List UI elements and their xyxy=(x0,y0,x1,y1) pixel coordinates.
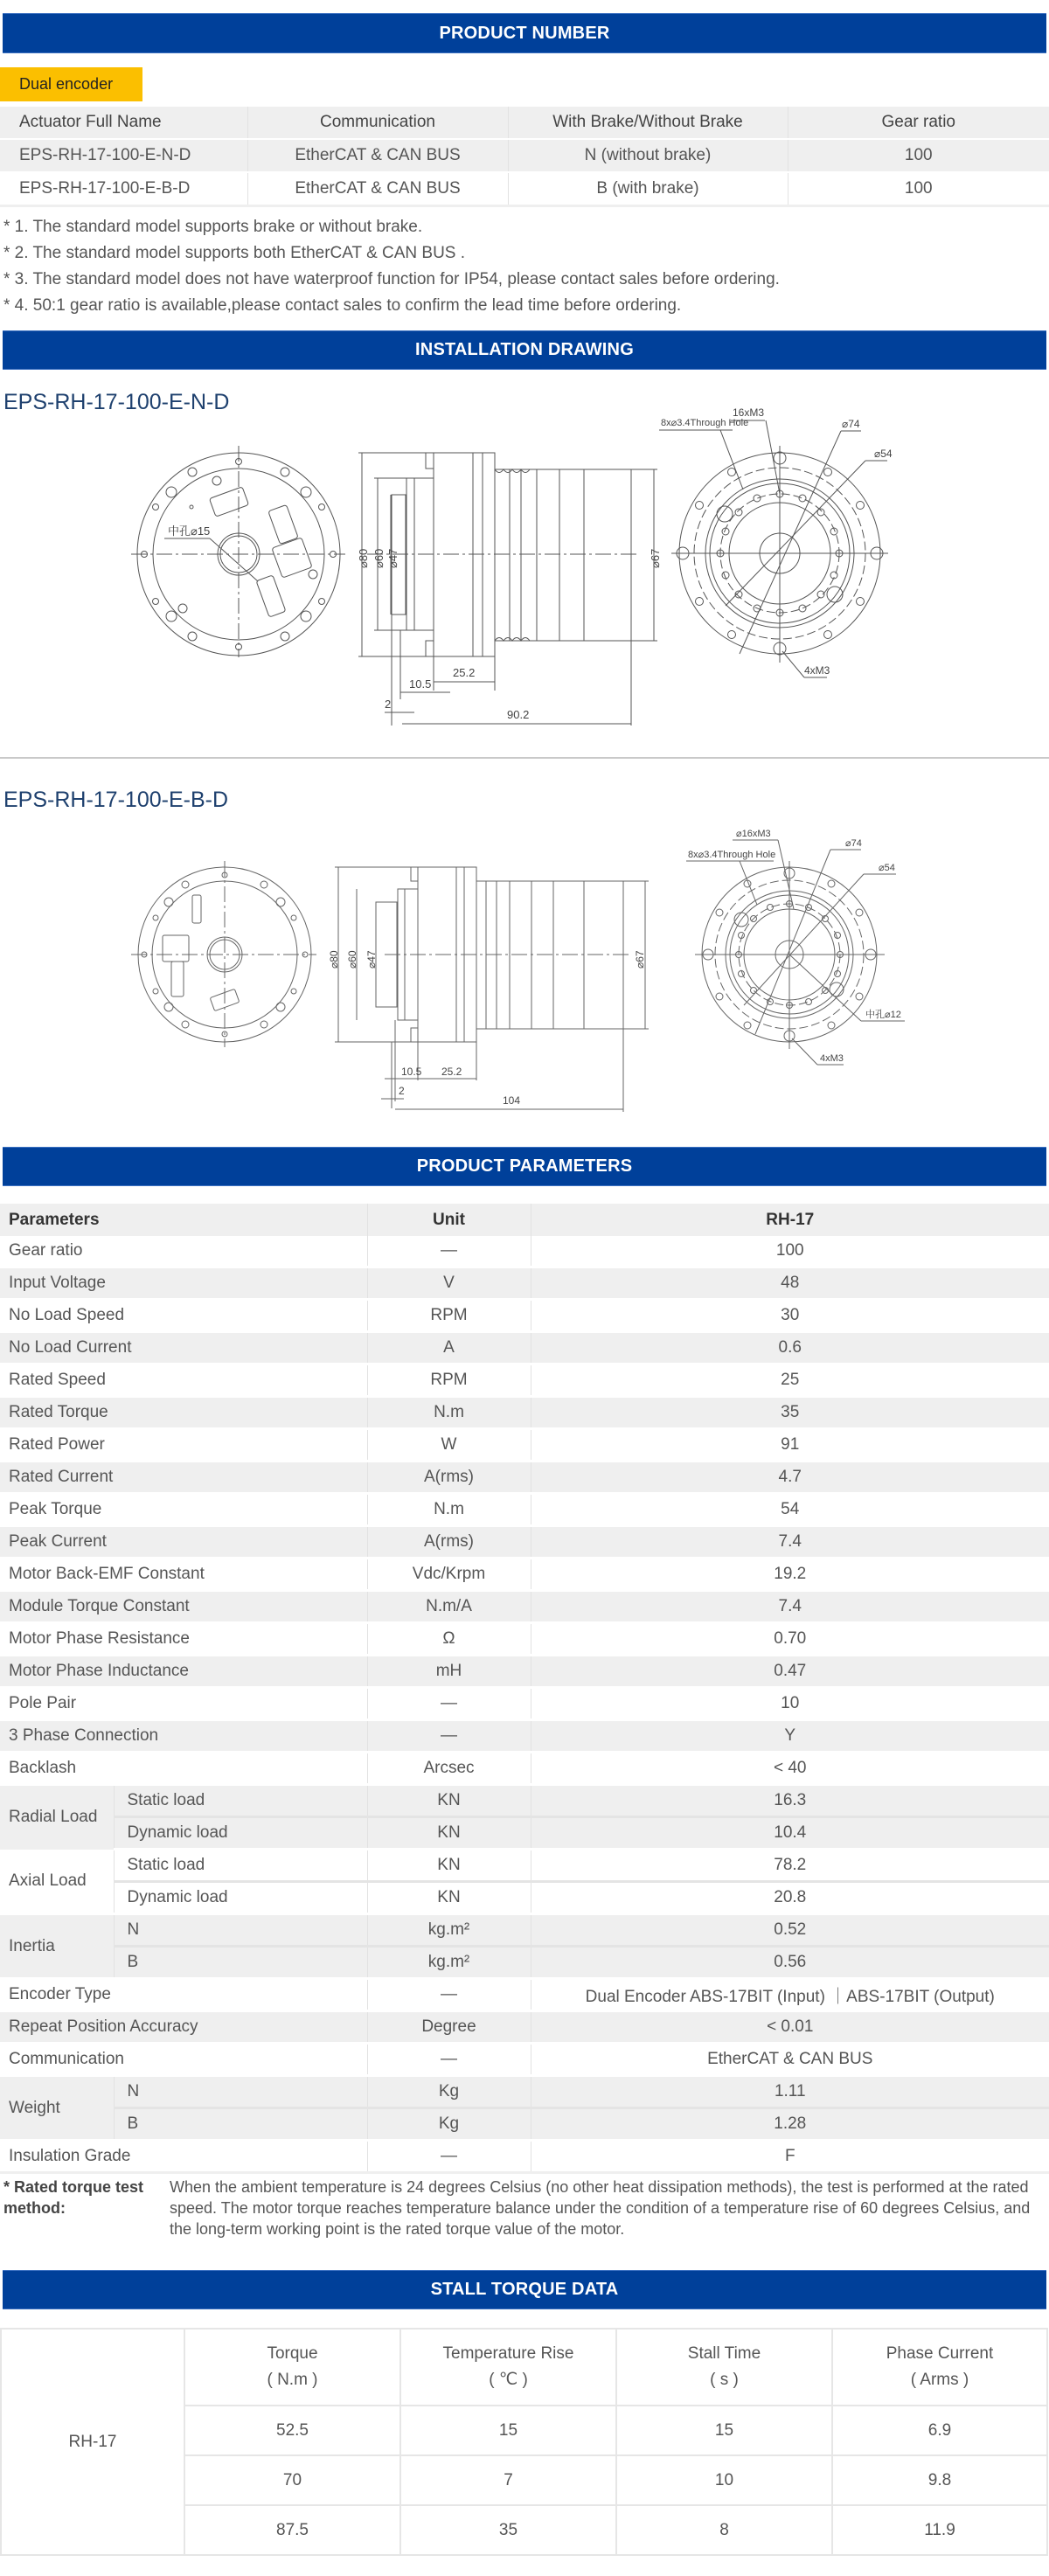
col-unit: ( s ) xyxy=(710,2371,739,2389)
note-3: * 3. The standard model does not have waterproof function for IP54, please contact sales before ordering. xyxy=(3,270,780,288)
label-4xm3: 4xM3 xyxy=(820,1053,844,1064)
col-communication: Communication xyxy=(247,107,508,139)
product-notes xyxy=(3,214,780,319)
param-unit: N.m xyxy=(367,1397,531,1429)
table-row-inertia-b xyxy=(0,1947,1049,1979)
table-row xyxy=(0,1526,1049,1559)
param-value: Dual Encoder ABS-17BIT (Input) ｜ABS-17BIT (Output) xyxy=(531,1979,1049,2011)
cell-brake: B (with brake) xyxy=(508,172,788,206)
param-name: Rated Current xyxy=(0,1462,367,1494)
param-value: 1.11 xyxy=(531,2076,1049,2108)
param-name: Motor Back-EMF Constant xyxy=(0,1559,367,1591)
cell-phase-current: 9.8 xyxy=(832,2455,1047,2505)
label-16xm3: ⌀16xM3 xyxy=(736,829,771,839)
footnote-label: * Rated torque test method: xyxy=(3,2178,144,2217)
table-row xyxy=(0,1429,1049,1462)
param-sub-name: N xyxy=(114,1914,367,1947)
drawing-title-b: EPS-RH-17-100-E-B-D xyxy=(3,788,229,812)
param-value: 4.7 xyxy=(531,1462,1049,1494)
param-name: Rated Speed xyxy=(0,1364,367,1397)
side-view xyxy=(328,867,649,1112)
param-unit: — xyxy=(367,1236,531,1267)
param-unit: RPM xyxy=(367,1364,531,1397)
table-row xyxy=(0,1720,1049,1753)
table-row xyxy=(0,1300,1049,1332)
cell-phase-current: 11.9 xyxy=(832,2505,1047,2555)
cell-actuator-name: EPS-RH-17-100-E-N-D xyxy=(0,139,247,172)
drawing-separator xyxy=(0,757,1049,759)
param-unit: KN xyxy=(367,1882,531,1914)
param-unit: W xyxy=(367,1429,531,1462)
param-sub-name: Static load xyxy=(114,1785,367,1817)
dim-d80: ⌀80 xyxy=(328,950,340,969)
stall-torque-header: STALL TORQUE DATA xyxy=(3,2270,1046,2309)
param-value: 54 xyxy=(531,1494,1049,1526)
col-unit: Unit xyxy=(367,1204,531,1236)
rear-view xyxy=(686,829,905,1065)
param-value: 16.3 xyxy=(531,1785,1049,1817)
param-value: 0.6 xyxy=(531,1332,1049,1364)
param-unit: kg.m² xyxy=(367,1914,531,1947)
table-row xyxy=(0,1236,1049,1267)
param-unit: KN xyxy=(367,1785,531,1817)
label-d54: ⌀54 xyxy=(874,448,893,460)
table-row xyxy=(0,139,1049,172)
col-gear-ratio: Gear ratio xyxy=(788,107,1049,139)
param-name: Module Torque Constant xyxy=(0,1591,367,1623)
dim-25-2: 25.2 xyxy=(441,1066,462,1078)
param-group-inertia: Inertia xyxy=(0,1914,114,1979)
param-value: 30 xyxy=(531,1300,1049,1332)
table-row-radial-dynamic xyxy=(0,1817,1049,1850)
product-number-header: PRODUCT NUMBER xyxy=(3,13,1046,53)
param-unit: A(rms) xyxy=(367,1462,531,1494)
table-header-row xyxy=(0,1204,1049,1236)
param-value: F xyxy=(531,2141,1049,2173)
param-name: Communication xyxy=(0,2044,367,2076)
col-temperature-rise xyxy=(400,2329,616,2406)
param-name: Motor Phase Resistance xyxy=(0,1623,367,1656)
param-unit: Vdc/Krpm xyxy=(367,1559,531,1591)
param-unit: A xyxy=(367,1332,531,1364)
center-hole-label: 中孔⌀15 xyxy=(168,524,211,538)
param-name: Peak Torque xyxy=(0,1494,367,1526)
table-row-repeat-accuracy xyxy=(0,2011,1049,2044)
table-row-radial-static xyxy=(0,1785,1049,1817)
table-row-axial-static xyxy=(0,1850,1049,1882)
cell-brake: N (without brake) xyxy=(508,139,788,172)
param-name: No Load Speed xyxy=(0,1300,367,1332)
product-parameters-header: PRODUCT PARAMETERS xyxy=(3,1147,1046,1186)
table-header-row xyxy=(0,107,1049,139)
table-row xyxy=(0,1656,1049,1688)
dim-d47: ⌀47 xyxy=(365,950,378,969)
param-sub-name: Dynamic load xyxy=(114,1882,367,1914)
label-8-holes: 8x⌀3.4Through Hole xyxy=(661,418,749,428)
table-row xyxy=(0,1559,1049,1591)
param-name: 3 Phase Connection xyxy=(0,1720,367,1753)
table-row-communication xyxy=(0,2044,1049,2076)
param-value: 25 xyxy=(531,1364,1049,1397)
param-unit: — xyxy=(367,2044,531,2076)
param-group-weight: Weight xyxy=(0,2076,114,2141)
table-row xyxy=(0,1494,1049,1526)
dim-d47: ⌀47 xyxy=(386,548,399,568)
table-row xyxy=(0,1623,1049,1656)
param-unit: kg.m² xyxy=(367,1947,531,1979)
installation-drawing-n xyxy=(0,402,1049,734)
col-brake: With Brake/Without Brake xyxy=(508,107,788,139)
param-sub-name: Static load xyxy=(114,1850,367,1882)
dim-2: 2 xyxy=(399,1085,405,1097)
cell-actuator-name: EPS-RH-17-100-E-B-D xyxy=(0,172,247,206)
col-rh17: RH-17 xyxy=(531,1204,1049,1236)
col-phase-current xyxy=(832,2329,1047,2406)
param-unit: RPM xyxy=(367,1300,531,1332)
param-value: Y xyxy=(531,1720,1049,1753)
table-header-row xyxy=(1,2329,1047,2406)
dim-total-length: 90.2 xyxy=(507,708,530,721)
cell-torque: 70 xyxy=(184,2455,400,2505)
dim-d60: ⌀60 xyxy=(372,548,386,568)
cell-temperature-rise: 35 xyxy=(400,2505,616,2555)
param-sub-name: B xyxy=(114,2108,367,2141)
col-actuator-name: Actuator Full Name xyxy=(0,107,247,139)
table-row-inertia-n xyxy=(0,1914,1049,1947)
param-unit: — xyxy=(367,2141,531,2173)
param-unit: N.m xyxy=(367,1494,531,1526)
label-d74: ⌀74 xyxy=(845,838,862,849)
note-4: * 4. 50:1 gear ratio is available,please contact sales to confirm the lead time before ordering. xyxy=(3,296,682,315)
param-unit: N.m/A xyxy=(367,1591,531,1623)
cell-stall-time: 15 xyxy=(616,2406,832,2455)
cell-temperature-rise: 7 xyxy=(400,2455,616,2505)
table-row-axial-dynamic xyxy=(0,1882,1049,1914)
param-value: 0.56 xyxy=(531,1947,1049,1979)
table-row xyxy=(0,172,1049,206)
label-4xm3: 4xM3 xyxy=(804,664,830,677)
dim-d60: ⌀60 xyxy=(346,950,358,969)
param-value: 1.28 xyxy=(531,2108,1049,2141)
cell-torque: 52.5 xyxy=(184,2406,400,2455)
param-name: Backlash xyxy=(0,1753,367,1785)
stall-model: RH-17 xyxy=(1,2329,184,2555)
col-name: Stall Time xyxy=(687,2344,761,2363)
dim-10-5: 10.5 xyxy=(401,1066,422,1078)
param-name: Pole Pair xyxy=(0,1688,367,1720)
col-unit: ( N.m ) xyxy=(267,2371,318,2389)
param-name: Motor Phase Inductance xyxy=(0,1656,367,1688)
installation-drawing-b xyxy=(0,822,1049,1119)
param-name: Rated Power xyxy=(0,1429,367,1462)
col-stall-time xyxy=(616,2329,832,2406)
param-value: 20.8 xyxy=(531,1882,1049,1914)
param-name: No Load Current xyxy=(0,1332,367,1364)
table-row-insulation xyxy=(0,2141,1049,2173)
param-unit: Arcsec xyxy=(367,1753,531,1785)
col-name: Temperature Rise xyxy=(442,2344,574,2363)
table-row xyxy=(0,1753,1049,1785)
table-row-encoder xyxy=(0,1979,1049,2011)
param-sub-name: N xyxy=(114,2076,367,2108)
dim-d67: ⌀67 xyxy=(634,950,646,969)
label-d74: ⌀74 xyxy=(842,418,860,430)
table-row xyxy=(0,1462,1049,1494)
param-name: Encoder Type xyxy=(0,1979,367,2011)
label-d54: ⌀54 xyxy=(879,863,895,873)
col-unit: ( Arms ) xyxy=(910,2371,969,2389)
footnote-text: When the ambient temperature is 24 degrees Celsius (no other heat dissipation methods), the test is performed at the rated speed. The motor torque reaches temperature balance under the condition of a temperature rise of 60 degrees Celsius, and the long-term working point is the rated torque value of the motor. xyxy=(170,2178,1031,2238)
param-name: Rated Torque xyxy=(0,1397,367,1429)
dim-d80: ⌀80 xyxy=(357,548,370,568)
table-row xyxy=(0,1688,1049,1720)
note-2: * 2. The standard model supports both EtherCAT & CAN BUS . xyxy=(3,244,466,262)
param-name: Insulation Grade xyxy=(0,2141,367,2173)
col-name: Torque xyxy=(267,2344,318,2363)
param-value: 0.52 xyxy=(531,1914,1049,1947)
param-unit: V xyxy=(367,1267,531,1300)
dim-2: 2 xyxy=(385,698,392,711)
table-row xyxy=(0,1332,1049,1364)
cell-stall-time: 8 xyxy=(616,2505,832,2555)
installation-drawing-header: INSTALLATION DRAWING xyxy=(3,330,1046,370)
dual-encoder-badge: Dual encoder xyxy=(0,67,142,101)
col-name: Phase Current xyxy=(886,2344,994,2363)
param-value: 19.2 xyxy=(531,1559,1049,1591)
param-value: < 0.01 xyxy=(531,2011,1049,2044)
cell-phase-current: 6.9 xyxy=(832,2406,1047,2455)
table-row xyxy=(0,1364,1049,1397)
param-value: 0.70 xyxy=(531,1623,1049,1656)
parameters-table xyxy=(0,1204,1049,2174)
param-unit: — xyxy=(367,1979,531,2011)
label-8-holes: 8x⌀3.4Through Hole xyxy=(688,850,776,860)
dim-25-2: 25.2 xyxy=(453,666,476,679)
param-value: < 40 xyxy=(531,1753,1049,1785)
col-torque xyxy=(184,2329,400,2406)
param-sub-name: Dynamic load xyxy=(114,1817,367,1850)
param-unit: mH xyxy=(367,1656,531,1688)
table-row xyxy=(0,1591,1049,1623)
col-unit: ( ℃ ) xyxy=(489,2371,528,2389)
dim-total-length: 104 xyxy=(503,1094,521,1107)
table-row xyxy=(0,1267,1049,1300)
param-value: 0.47 xyxy=(531,1656,1049,1688)
cell-communication: EtherCAT & CAN BUS xyxy=(247,139,508,172)
param-value: 78.2 xyxy=(531,1850,1049,1882)
cell-torque: 87.5 xyxy=(184,2505,400,2555)
param-value: 10 xyxy=(531,1688,1049,1720)
table-row xyxy=(0,1397,1049,1429)
front-view xyxy=(131,861,316,1047)
cell-gear-ratio: 100 xyxy=(788,172,1049,206)
drawing-title-n: EPS-RH-17-100-E-N-D xyxy=(3,390,230,414)
param-name: Repeat Position Accuracy xyxy=(0,2011,367,2044)
product-number-table xyxy=(0,107,1049,207)
param-unit: Kg xyxy=(367,2108,531,2141)
param-unit: Degree xyxy=(367,2011,531,2044)
param-group-radial-load: Radial Load xyxy=(0,1785,114,1850)
cell-gear-ratio: 100 xyxy=(788,139,1049,172)
cell-communication: EtherCAT & CAN BUS xyxy=(247,172,508,206)
side-view xyxy=(357,453,662,726)
param-sub-name: B xyxy=(114,1947,367,1979)
param-unit: KN xyxy=(367,1850,531,1882)
param-unit: A(rms) xyxy=(367,1526,531,1559)
front-view xyxy=(131,446,345,657)
rear-view xyxy=(659,406,893,677)
param-value: 10.4 xyxy=(531,1817,1049,1850)
param-name: Peak Current xyxy=(0,1526,367,1559)
param-value: EtherCAT & CAN BUS xyxy=(531,2044,1049,2076)
cell-stall-time: 10 xyxy=(616,2455,832,2505)
cell-temperature-rise: 15 xyxy=(400,2406,616,2455)
label-16xm3: 16xM3 xyxy=(733,406,765,419)
param-value: 100 xyxy=(531,1236,1049,1267)
param-unit: KN xyxy=(367,1817,531,1850)
table-row-weight-b xyxy=(0,2108,1049,2141)
stall-torque-table xyxy=(0,2328,1048,2556)
param-group-axial-load: Axial Load xyxy=(0,1850,114,1914)
param-value: 91 xyxy=(531,1429,1049,1462)
dim-d67: ⌀67 xyxy=(649,548,662,568)
label-center-hole: 中孔⌀12 xyxy=(865,1010,901,1020)
param-name: Input Voltage xyxy=(0,1267,367,1300)
param-value: 7.4 xyxy=(531,1526,1049,1559)
param-unit: Kg xyxy=(367,2076,531,2108)
col-parameters: Parameters xyxy=(0,1204,367,1236)
param-unit: Ω xyxy=(367,1623,531,1656)
dim-10-5: 10.5 xyxy=(409,677,432,691)
param-value: 35 xyxy=(531,1397,1049,1429)
param-unit: — xyxy=(367,1720,531,1753)
param-value: 48 xyxy=(531,1267,1049,1300)
note-1: * 1. The standard model supports brake or without brake. xyxy=(3,218,423,236)
param-value: 7.4 xyxy=(531,1591,1049,1623)
param-name: Gear ratio xyxy=(0,1236,367,1267)
table-row-weight-n xyxy=(0,2076,1049,2108)
param-unit: — xyxy=(367,1688,531,1720)
